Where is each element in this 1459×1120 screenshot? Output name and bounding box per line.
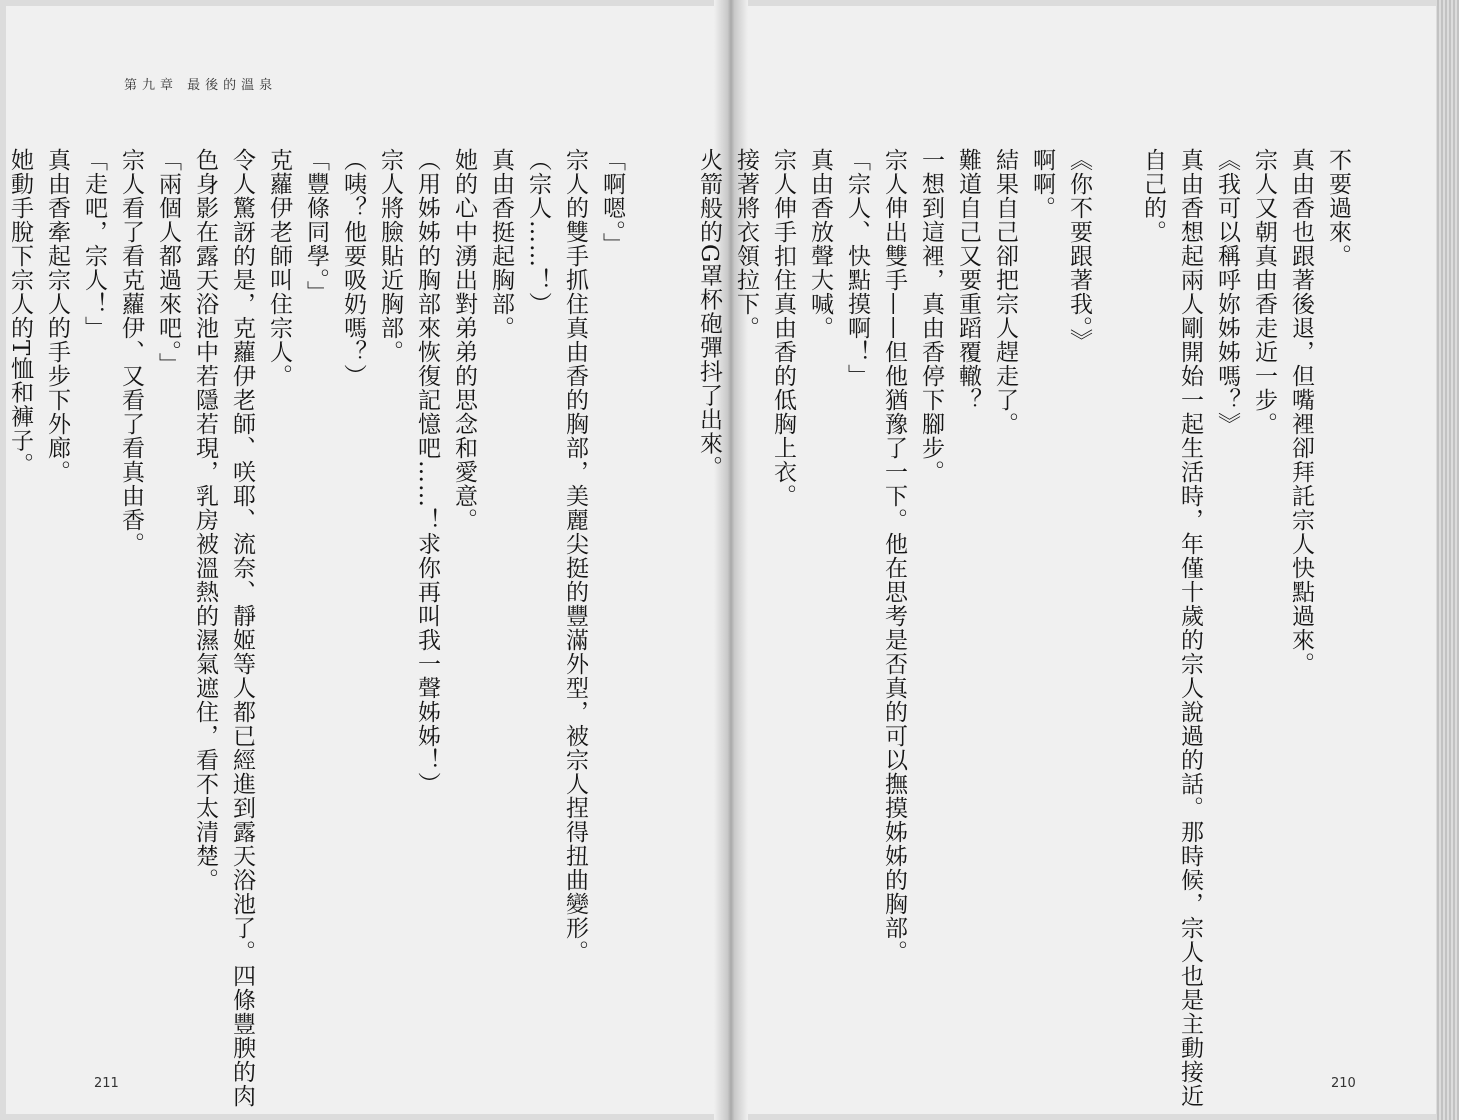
text-line: 克蘿伊老師叫住宗人。 (266, 148, 292, 388)
paragraph-gap (1097, 148, 1134, 1028)
text-line: 「宗人、快點摸啊！」 (844, 148, 870, 388)
text-line: 火箭般的G罩杯砲彈抖了出來。 (696, 148, 722, 480)
text-line: 令人驚訝的是，克蘿伊老師、咲耶、流奈、靜姬等人都已經進到露天浴池了。四條豐腴的肉 (229, 148, 255, 1108)
page-edges (1436, 0, 1459, 1120)
text-line: 自己的。 (1140, 148, 1166, 244)
text-line: （宗人……！） (525, 148, 551, 316)
text-line: 宗人將臉貼近胸部。 (377, 148, 403, 364)
text-line: （用姊姊的胸部來恢復記憶吧……！求你再叫我一聲姊姊！） (414, 148, 440, 796)
text-line: 啊啊。 (1029, 148, 1055, 220)
text-line: 宗人又朝真由香走近一步。 (1251, 148, 1277, 436)
text-line: （咦？他要吸奶嗎？） (340, 148, 366, 388)
text-line: 接著將衣領拉下。 (733, 148, 759, 340)
text-line: 一想到這裡，真由香停下腳步。 (918, 148, 944, 484)
text-line: 真由香也跟著後退，但嘴裡卻拜託宗人快點過來。 (1288, 148, 1314, 676)
text-line: 真由香挺起胸部。 (488, 148, 514, 340)
text-line: 真由香想起兩人剛開始一起生活時，年僅十歲的宗人說過的話。那時候，宗人也是主動接近 (1177, 148, 1203, 1108)
text-line: 她動手脫下宗人的T恤和褲子。 (7, 148, 33, 477)
page-number-right: 210 (1331, 1076, 1356, 1091)
text-line: 《我可以稱呼妳姊姊嗎？》 (1214, 148, 1240, 436)
running-head: 第九章 最後的溫泉 (124, 78, 278, 93)
text-line: 真由香牽起宗人的手步下外廊。 (44, 148, 70, 484)
text-line: 色身影在露天浴池中若隱若現，乳房被溫熱的濕氣遮住，看不太清楚。 (192, 148, 218, 892)
text-line: 「走吧，宗人！」 (81, 148, 107, 340)
text-line: 「兩個人都過來吧。」 (155, 148, 181, 377)
text-line: 「豐條同學。」 (303, 148, 329, 305)
text-line: 宗人的雙手抓住真由香的胸部，美麗尖挺的豐滿外型，被宗人捏得扭曲變形。 (562, 148, 588, 964)
text-line: 她的心中湧出對弟弟的思念和愛意。 (451, 148, 477, 532)
page-number-left: 211 (94, 1076, 119, 1091)
text-line: 難道自己又要重蹈覆轍？ (955, 148, 981, 412)
text-line: 不要過來。 (1325, 148, 1351, 268)
text-line: 「啊嗯。」 (599, 148, 625, 257)
text-line: 宗人伸出雙手——但他猶豫了一下。他在思考是否真的可以撫摸姊姊的胸部。 (881, 148, 907, 964)
text-line: 結果自己卻把宗人趕走了。 (992, 148, 1018, 436)
text-line: 《你不要跟著我。》 (1066, 148, 1092, 353)
text-line: 宗人看了看克蘿伊、又看了看真由香。 (118, 148, 144, 556)
text-line: 真由香放聲大喊。 (807, 148, 833, 340)
text-line: 宗人伸手扣住真由香的低胸上衣。 (770, 148, 796, 508)
